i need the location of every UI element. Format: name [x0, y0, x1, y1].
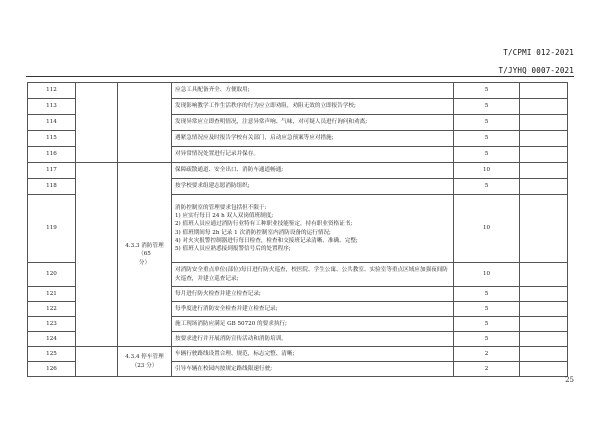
row-number: 119: [28, 195, 76, 263]
blank-cell: [520, 195, 568, 263]
requirement-text: 按学校要求组建志愿消防组织;: [172, 179, 454, 195]
score-value: 2: [454, 347, 520, 362]
requirement-text: 遇紧急情况应及时报告学校有关部门，启动应急预案等应对措施;: [172, 131, 454, 147]
requirement-text: 每月进行防火检查并建立检查记录;: [172, 287, 454, 302]
blank-cell: [520, 131, 568, 147]
score-value: 2: [454, 362, 520, 377]
blank-cell: [520, 332, 568, 347]
score-value: 5: [454, 179, 520, 195]
requirement-text: 对异常情况处置进行记录并保存。: [172, 147, 454, 163]
row-number: 117: [28, 163, 76, 179]
table-row: [28, 83, 568, 99]
requirement-text: 引导车辆在校园内按规定路线限速行驶;: [172, 362, 454, 377]
score-value: 5: [454, 115, 520, 131]
blank-cell: [520, 163, 568, 179]
score-value: 5: [454, 302, 520, 317]
row-number: 114: [28, 115, 76, 131]
row-number: 113: [28, 99, 76, 115]
row-number: 121: [28, 287, 76, 302]
category-cell: [76, 163, 118, 347]
row-number: 120: [28, 263, 76, 287]
blank-cell: [520, 263, 568, 287]
requirement-text: 发现影响教学工作生活秩序的行为应立即劝阻，劝阻无效的立即报告学校;: [172, 99, 454, 115]
requirement-text: 按要求进行并开展消防宣传活动和消防培训。: [172, 332, 454, 347]
requirement-text: 车辆行驶路线设置合理、规范，标志完整、清晰;: [172, 347, 454, 362]
section-parking-management: 4.3.4 停车管理（23 分）: [118, 347, 172, 377]
score-value: 5: [454, 131, 520, 147]
standard-number-2: T/JYHQ 0007-2021: [498, 66, 574, 75]
requirement-text: 对消防安全重点单位(部位)每日进行防火巡查，校医院、学生公寓、公共教室、实验室等重点区域应加强夜间防火巡查，并建立巡查记录;: [172, 263, 454, 287]
score-value: 10: [454, 195, 520, 263]
requirement-text: 保障疏散通道、安全出口、消防车通道畅通;: [172, 163, 454, 179]
requirement-text: 发现异常应立即查明情况，注意异常声响、气味，对可疑人员进行询问和劝离;: [172, 115, 454, 131]
standard-number-1: T/CPMI 012-2021: [503, 48, 574, 57]
row-number: 118: [28, 179, 76, 195]
row-number: 126: [28, 362, 76, 377]
blank-cell: [520, 83, 568, 99]
score-value: 5: [454, 317, 520, 332]
blank-cell: [520, 347, 568, 362]
requirement-text: 消防控制室的管理要求包括但不限于: 1) 应实行每日 24 h 双人双岗值班制度; 2) 值班人员应通过消防行业特有工种职业技能鉴定，持有职业资格证书; 3) 值班期间每 2h 记录 1 次消防控制室内消防设备的运行情况; 4) 对火灾报警控制器进行每日检查，检查和交接班记录清晰、准确、完整; 5) 值班人员应熟悉接到报警信号后的处置程序;: [172, 195, 454, 263]
score-value: 10: [454, 163, 520, 179]
blank-cell: [520, 147, 568, 163]
blank-cell: [520, 99, 568, 115]
requirement-text: 每季度进行消防安全检查并建立检查记录;: [172, 302, 454, 317]
table-row: [28, 163, 568, 179]
table-row: [28, 347, 568, 362]
blank-cell: [520, 287, 568, 302]
score-value: 5: [454, 287, 520, 302]
blank-cell: [520, 317, 568, 332]
blank-cell: [520, 302, 568, 317]
requirement-text: 应急工具配备齐全、方便取用;: [172, 83, 454, 99]
score-value: 5: [454, 99, 520, 115]
row-number: 124: [28, 332, 76, 347]
row-number: 123: [28, 317, 76, 332]
blank-cell: [520, 115, 568, 131]
evaluation-table: [27, 82, 568, 377]
blank-cell: [520, 179, 568, 195]
category-cell: [76, 347, 118, 377]
section-fire-management: 4.3.3 消防管理（65 分）: [118, 163, 172, 347]
section-cell: [118, 83, 172, 163]
score-value: 10: [454, 263, 520, 287]
header-rule: [26, 76, 574, 77]
page-number: 25: [565, 376, 574, 384]
category-cell: [76, 83, 118, 163]
row-number: 116: [28, 147, 76, 163]
row-number: 122: [28, 302, 76, 317]
score-value: 5: [454, 147, 520, 163]
row-number: 125: [28, 347, 76, 362]
requirement-text: 施工现场消防应满足 GB 50720 的要求执行;: [172, 317, 454, 332]
row-number: 115: [28, 131, 76, 147]
score-value: 5: [454, 332, 520, 347]
row-number: 112: [28, 83, 76, 99]
blank-cell: [520, 362, 568, 377]
score-value: 5: [454, 83, 520, 99]
